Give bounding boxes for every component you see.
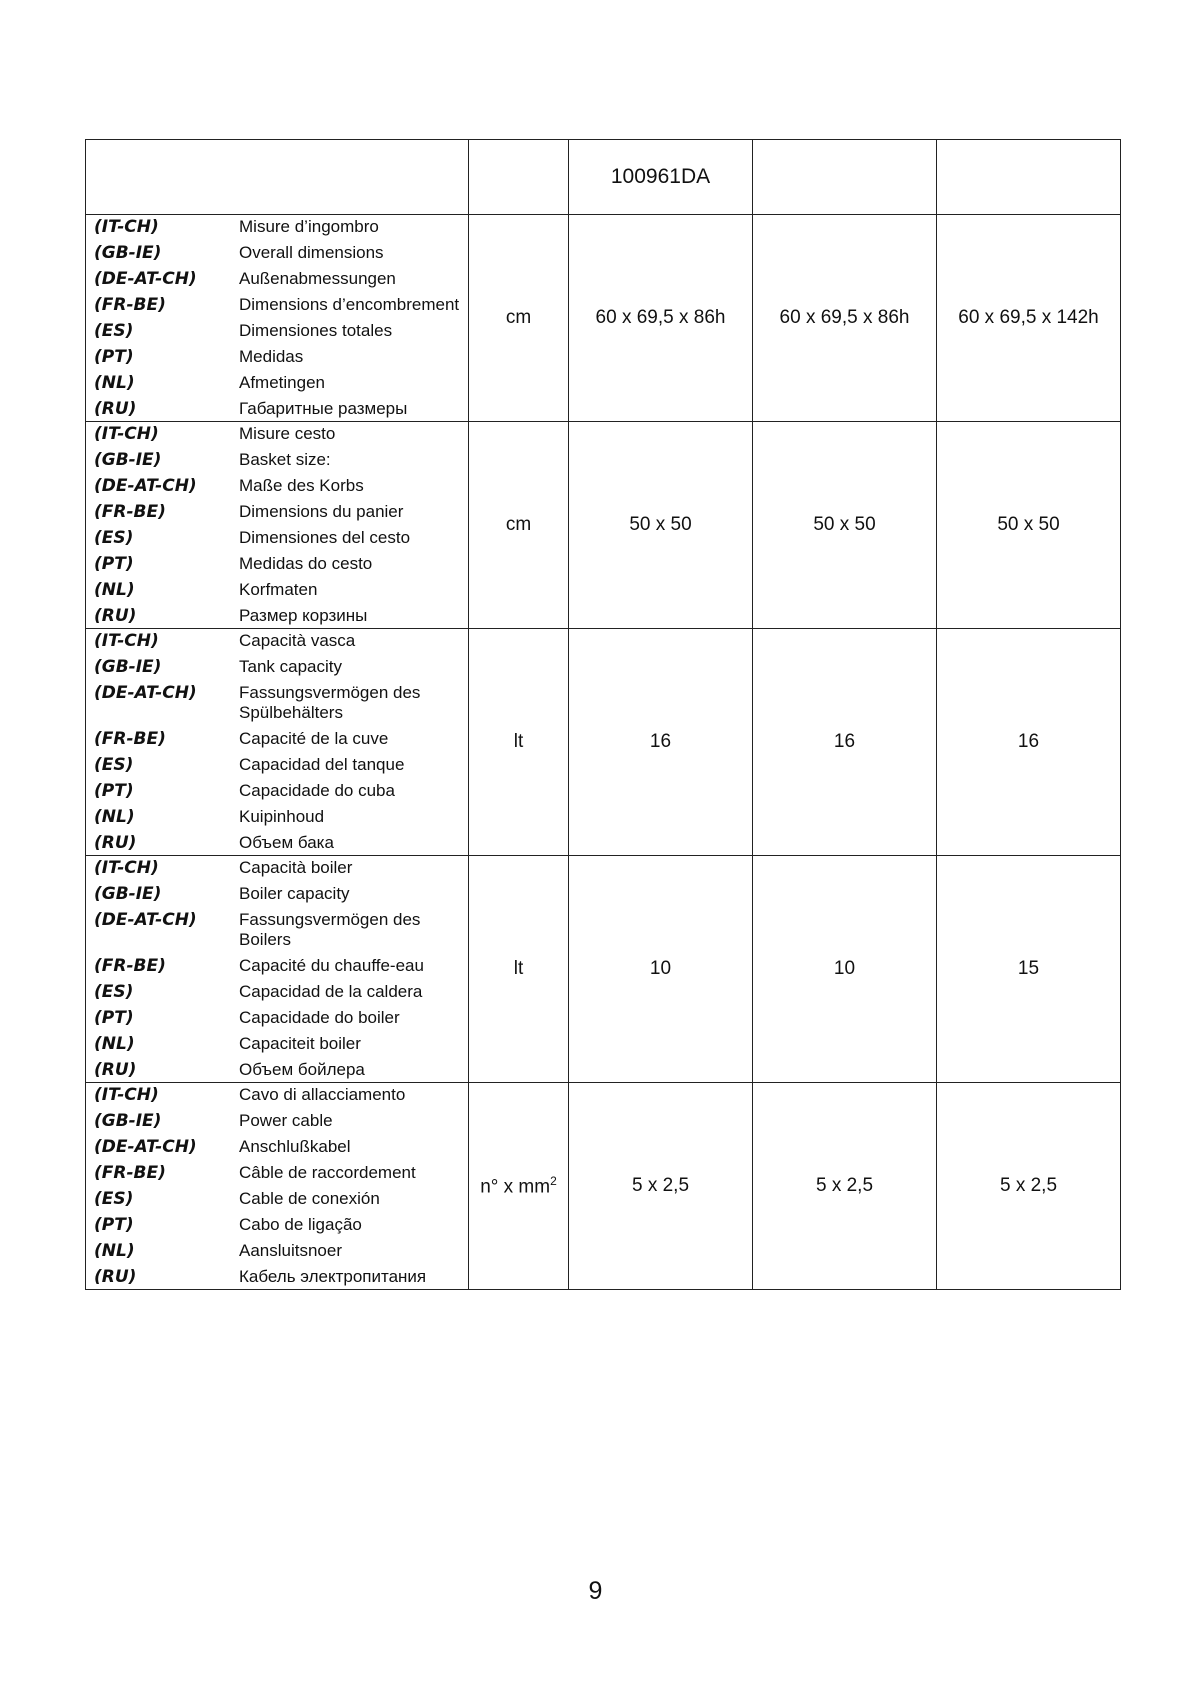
header-model-cell-2 — [753, 140, 937, 215]
language-label: Кабель электропитания — [239, 1267, 427, 1286]
language-label: Capacidade do boiler — [239, 1008, 400, 1027]
language-line — [86, 450, 468, 470]
language-label: Dimensions d’encombrement — [239, 295, 460, 314]
language-line — [86, 956, 468, 976]
value-cell: 60 x 69,5 x 86h — [753, 215, 937, 422]
language-line — [86, 502, 468, 522]
value-cell: 10 — [753, 856, 937, 1083]
language-code: (DE-AT-CH) — [94, 269, 197, 289]
language-line — [86, 1215, 468, 1235]
specifications-table — [85, 139, 1121, 1290]
language-code: (PT) — [94, 1215, 134, 1235]
value-cell: 10 — [569, 856, 753, 1083]
language-line — [86, 243, 468, 263]
language-label: Capacidad de la caldera — [239, 982, 423, 1001]
language-line — [86, 1241, 468, 1261]
language-line — [86, 683, 468, 723]
language-code: (IT-CH) — [94, 217, 159, 237]
language-code: (NL) — [94, 807, 135, 827]
language-line — [86, 373, 468, 393]
language-label: Misure d’ingombro — [239, 217, 379, 236]
language-code: (ES) — [94, 528, 134, 548]
language-label: Размер корзины — [239, 606, 368, 625]
language-code: (NL) — [94, 580, 135, 600]
page-number: 9 — [588, 1577, 603, 1605]
language-label: Объем бака — [239, 833, 334, 852]
language-label: Capacità boiler — [239, 858, 353, 877]
description-cell — [86, 1083, 469, 1290]
language-code: (NL) — [94, 1241, 135, 1261]
language-line — [86, 755, 468, 775]
language-label: Объем бойлера — [239, 1060, 365, 1079]
spec-row — [86, 1083, 1121, 1290]
language-line — [86, 910, 468, 950]
language-code: (DE-AT-CH) — [94, 1137, 197, 1157]
language-code: (NL) — [94, 373, 135, 393]
language-line — [86, 1267, 468, 1287]
value-cell: 5 x 2,5 — [753, 1083, 937, 1290]
language-code: (GB-IE) — [94, 450, 162, 470]
language-label: Außenabmessungen — [239, 269, 396, 288]
language-code: (FR-BE) — [94, 729, 166, 749]
header-model-cell: 100961DA — [569, 140, 753, 215]
language-line — [86, 554, 468, 574]
language-code: (ES) — [94, 982, 134, 1002]
language-label: Tank capacity — [239, 657, 342, 676]
language-label: Dimensions du panier — [239, 502, 404, 521]
spec-row — [86, 856, 1121, 1083]
language-line — [86, 781, 468, 801]
language-code: (DE-AT-CH) — [94, 683, 197, 703]
value-cell: 16 — [753, 629, 937, 856]
language-label: Boiler capacity — [239, 884, 350, 903]
language-label: Misure cesto — [239, 424, 336, 443]
language-line — [86, 1008, 468, 1028]
language-label: Capacité de la cuve — [239, 729, 389, 748]
header-description-cell — [86, 140, 469, 215]
language-label: Cable de conexión — [239, 1189, 380, 1208]
language-label: Basket size: — [239, 450, 331, 469]
language-code: (RU) — [94, 1267, 137, 1287]
value-cell: 60 x 69,5 x 142h — [937, 215, 1121, 422]
language-line — [86, 606, 468, 626]
description-cell — [86, 629, 469, 856]
language-code: (FR-BE) — [94, 502, 166, 522]
language-code: (FR-BE) — [94, 956, 166, 976]
language-code: (FR-BE) — [94, 1163, 166, 1183]
language-code: (ES) — [94, 1189, 134, 1209]
language-line — [86, 807, 468, 827]
unit-cell — [469, 1083, 569, 1290]
language-line — [86, 321, 468, 341]
language-code: (IT-CH) — [94, 424, 159, 444]
value-cell: 16 — [569, 629, 753, 856]
value-cell: 5 x 2,5 — [569, 1083, 753, 1290]
language-label: Cabo de ligação — [239, 1215, 362, 1234]
unit-text: cm — [505, 307, 532, 328]
language-label: Afmetingen — [239, 373, 325, 392]
language-code: (DE-AT-CH) — [94, 910, 197, 930]
header-row — [86, 140, 1121, 215]
language-line — [86, 729, 468, 749]
value-cell: 50 x 50 — [569, 422, 753, 629]
description-cell — [86, 856, 469, 1083]
language-code: (IT-CH) — [94, 1085, 159, 1105]
unit-text: cm — [505, 514, 532, 535]
language-code: (FR-BE) — [94, 295, 166, 315]
language-line — [86, 1060, 468, 1080]
language-line — [86, 657, 468, 677]
language-code: (PT) — [94, 347, 134, 367]
language-line — [86, 476, 468, 496]
unit-cell — [469, 215, 569, 422]
language-line — [86, 1163, 468, 1183]
language-label: Capacidade do cuba — [239, 781, 395, 800]
value-cell: 15 — [937, 856, 1121, 1083]
language-line — [86, 1111, 468, 1131]
language-line — [86, 424, 468, 444]
unit-text: lt — [513, 958, 524, 979]
language-label: Kuipinhoud — [239, 807, 325, 826]
language-code: (IT-CH) — [94, 858, 159, 878]
value-cell: 5 x 2,5 — [937, 1083, 1121, 1290]
language-label: Габаритные размеры — [239, 399, 408, 418]
language-line — [86, 1034, 468, 1054]
language-line — [86, 1085, 468, 1105]
language-label: Dimensiones del cesto — [239, 528, 411, 547]
language-label: Câble de raccordement — [239, 1163, 416, 1182]
language-code: (PT) — [94, 781, 134, 801]
language-code: (GB-IE) — [94, 884, 162, 904]
value-cell: 16 — [937, 629, 1121, 856]
language-line — [86, 217, 468, 237]
language-label: Cavo di allacciamento — [239, 1085, 406, 1104]
language-label: Power cable — [239, 1111, 333, 1130]
language-line — [86, 631, 468, 651]
language-label: Capaciteit boiler — [239, 1034, 361, 1053]
language-label: Capacité du chauffe-eau — [239, 956, 424, 975]
value-cell: 60 x 69,5 x 86h — [569, 215, 753, 422]
value-cell: 50 x 50 — [937, 422, 1121, 629]
language-code: (RU) — [94, 1060, 137, 1080]
language-code: (PT) — [94, 554, 134, 574]
spec-row — [86, 629, 1121, 856]
language-line — [86, 982, 468, 1002]
language-label: Fassungsvermögen des Boilers — [239, 910, 421, 949]
language-line — [86, 580, 468, 600]
language-code: (RU) — [94, 833, 137, 853]
language-label: Medidas do cesto — [239, 554, 373, 573]
unit-text: lt — [513, 731, 524, 752]
header-model-cell-3 — [937, 140, 1121, 215]
language-label: Overall dimensions — [239, 243, 384, 262]
language-line — [86, 295, 468, 315]
language-line — [86, 858, 468, 878]
header-unit-cell — [469, 140, 569, 215]
language-line — [86, 399, 468, 419]
language-label: Korfmaten — [239, 580, 318, 599]
language-code: (PT) — [94, 1008, 134, 1028]
value-cell: 50 x 50 — [753, 422, 937, 629]
language-code: (GB-IE) — [94, 1111, 162, 1131]
language-code: (GB-IE) — [94, 243, 162, 263]
language-code: (ES) — [94, 755, 134, 775]
description-cell — [86, 215, 469, 422]
language-label: Maße des Korbs — [239, 476, 364, 495]
language-code: (NL) — [94, 1034, 135, 1054]
language-code: (RU) — [94, 606, 137, 626]
language-label: Fassungsvermögen des Spülbehälters — [239, 683, 421, 722]
language-line — [86, 347, 468, 367]
language-line — [86, 884, 468, 904]
language-label: Capacità vasca — [239, 631, 356, 650]
unit-cell — [469, 856, 569, 1083]
language-line — [86, 1137, 468, 1157]
unit-cell — [469, 629, 569, 856]
unit-text: n° x mm — [480, 1176, 551, 1198]
language-code: (ES) — [94, 321, 134, 341]
language-label: Medidas — [239, 347, 304, 366]
language-label: Anschlußkabel — [239, 1137, 351, 1156]
spec-row — [86, 215, 1121, 422]
language-line — [86, 1189, 468, 1209]
language-label: Capacidad del tanque — [239, 755, 405, 774]
description-cell — [86, 422, 469, 629]
unit-superscript: 2 — [550, 1173, 557, 1188]
language-line — [86, 269, 468, 289]
spec-row — [86, 422, 1121, 629]
language-label: Aansluitsnoer — [239, 1241, 343, 1260]
language-code: (IT-CH) — [94, 631, 159, 651]
language-code: (RU) — [94, 399, 137, 419]
language-code: (GB-IE) — [94, 657, 162, 677]
unit-cell — [469, 422, 569, 629]
language-line — [86, 528, 468, 548]
language-label: Dimensiones totales — [239, 321, 393, 340]
language-code: (DE-AT-CH) — [94, 476, 197, 496]
language-line — [86, 833, 468, 853]
